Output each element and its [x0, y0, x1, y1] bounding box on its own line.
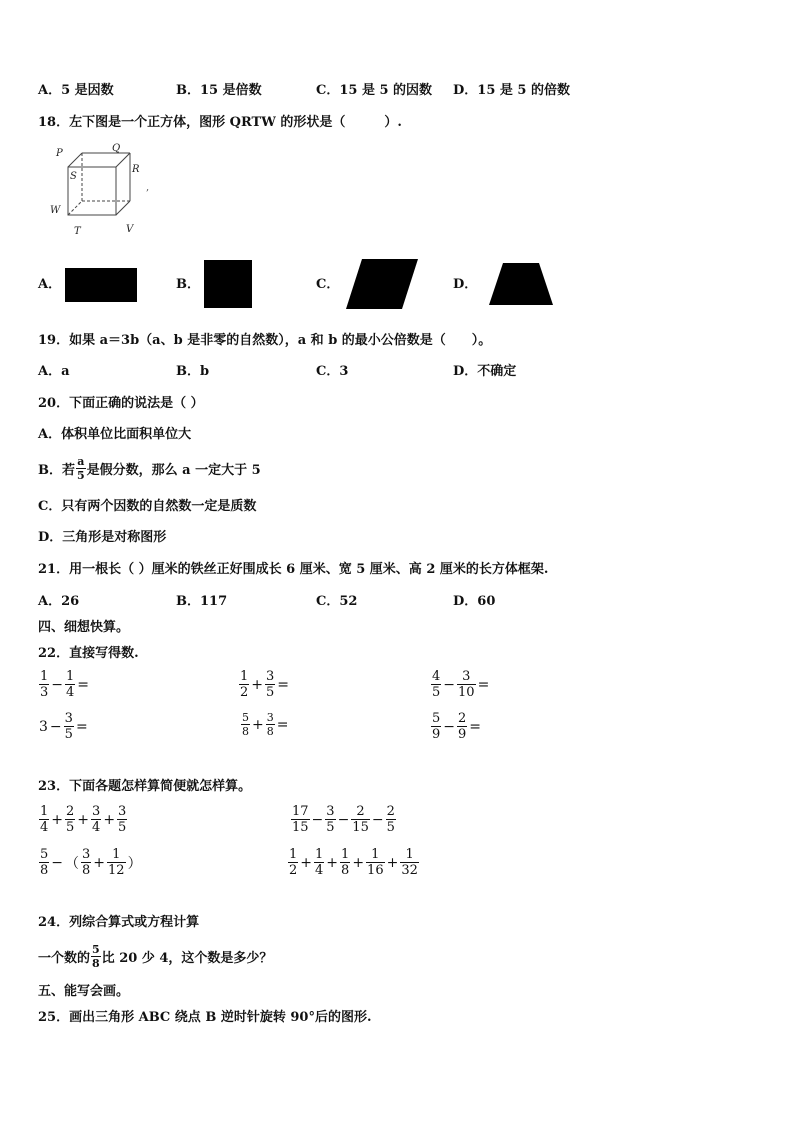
- q24-stem: 24．列综合算式或方程计算: [38, 915, 200, 930]
- q22-expr-4: 3 − $\frac{3}{5}$ =: [39, 711, 88, 742]
- q23-expr-2: $\frac{17}{15}$ − $\frac{3}{5}$ − $\frac{2}{15}$ − $\frac{2}{5}$: [292, 804, 395, 835]
- q25-stem: 25．画出三角形 ABC 绕点 B 逆时针旋转 90°后的图形.: [38, 1010, 372, 1025]
- cube-label-t: T: [74, 226, 81, 237]
- q21-option-c: C．52: [316, 594, 358, 609]
- q18-option-d: D．: [453, 277, 478, 292]
- q23-expr-4: $\frac{1}{2}$ + $\frac{1}{4}$ + $\frac{1}{8}$ + $\frac{1}{16}$ + $\frac{1}{32}$: [289, 847, 418, 878]
- q22-expr-1: $\frac{1}{3}$ − $\frac{1}{4}$ =: [40, 669, 90, 700]
- cube-edges: [68, 153, 130, 215]
- q19-option-a: A．a: [38, 364, 70, 379]
- section-5-title: 五、能写会画。: [38, 984, 130, 999]
- q20-option-b: [38, 456, 261, 481]
- q18-stem: 18．左下图是一个正方体，图形 QRTW 的形状是（ ）.: [38, 115, 402, 130]
- q22-stem: 22．直接写得数.: [38, 646, 139, 661]
- q22-expr-5: $\frac{5}{8}$ + $\frac{3}{8}$ =: [242, 711, 289, 738]
- trapezoid-shape: [489, 263, 553, 305]
- rectangle-shape: [65, 268, 137, 302]
- cube-label-q: Q: [112, 143, 121, 154]
- q20-stem: 20．下面正确的说法是（ ）: [38, 396, 204, 411]
- q18-option-b: B．: [176, 277, 200, 292]
- q21-stem: 21．用一根长（ ）厘米的铁丝正好围成长 6 厘米、宽 5 厘米、高 2 厘米的长方体框架.: [38, 562, 549, 577]
- q21-option-d: D．60: [453, 594, 496, 609]
- q19-option-c: C．3: [316, 364, 349, 379]
- q20-option-a: A．体积单位比面积单位大: [38, 427, 192, 442]
- q17-option-c: C．15 是 5 的因数: [316, 83, 433, 98]
- q20-option-d: D．三角形是对称图形: [38, 530, 167, 545]
- cube-figure: [46, 142, 166, 238]
- parallelogram-shape: [346, 259, 420, 309]
- square-shape: [204, 260, 252, 308]
- q20-b-suffix: 是假分数，那么 a 一定大于 5: [86, 463, 261, 478]
- cube-label-w: W: [50, 205, 61, 216]
- section-4-title: 四、细想快算。: [38, 620, 130, 635]
- q19-option-b: B．b: [176, 364, 210, 379]
- q17-option-d: D．15 是 5 的倍数: [453, 83, 570, 98]
- q20-b-fraction: $\frac{a}{5}$: [77, 455, 85, 482]
- q23-expr-3: $\frac{5}{8}$ − （ $\frac{3}{8}$ + $\frac{1}{12}$ ）: [40, 847, 142, 878]
- q18-option-a: A．: [38, 277, 62, 292]
- cube-label-s: S: [70, 171, 77, 182]
- q21-option-a: A．26: [38, 594, 80, 609]
- q23-expr-1: $\frac{1}{4}$ + $\frac{2}{5}$ + $\frac{3}{4}$ + $\frac{3}{5}$: [40, 804, 127, 835]
- q17-option-a: A．5 是因数: [38, 83, 114, 98]
- q22-expr-2: $\frac{1}{2}$ + $\frac{3}{5}$ =: [240, 669, 290, 700]
- q22-expr-3: $\frac{4}{5}$ − $\frac{3}{10}$ =: [432, 669, 490, 700]
- q20-b-prefix: B．若: [38, 463, 75, 478]
- cube-label-p: P: [56, 148, 63, 159]
- q18-option-c: C．: [316, 277, 340, 292]
- q17-option-b: B．15 是倍数: [176, 83, 262, 98]
- q24-problem: 一个数的 $\frac{5}{8}$ 比 20 少 4，这个数是多少？: [38, 943, 273, 970]
- q22-expr-6: $\frac{5}{9}$ − $\frac{2}{9}$ =: [432, 711, 482, 742]
- q23-stem: 23．下面各题怎样算简便就怎样算。: [38, 779, 252, 794]
- stray-mark: ,: [146, 182, 150, 193]
- q19-option-d: D．不确定: [453, 364, 517, 379]
- q21-option-b: B．117: [176, 594, 228, 609]
- q20-option-c: C．只有两个因数的自然数一定是质数: [38, 499, 257, 514]
- cube-label-v: V: [126, 224, 134, 235]
- cube-label-r: R: [132, 164, 140, 175]
- q19-stem: 19．如果 a＝3b（a、b 是非零的自然数），a 和 b 的最小公倍数是（ ）。: [38, 333, 492, 348]
